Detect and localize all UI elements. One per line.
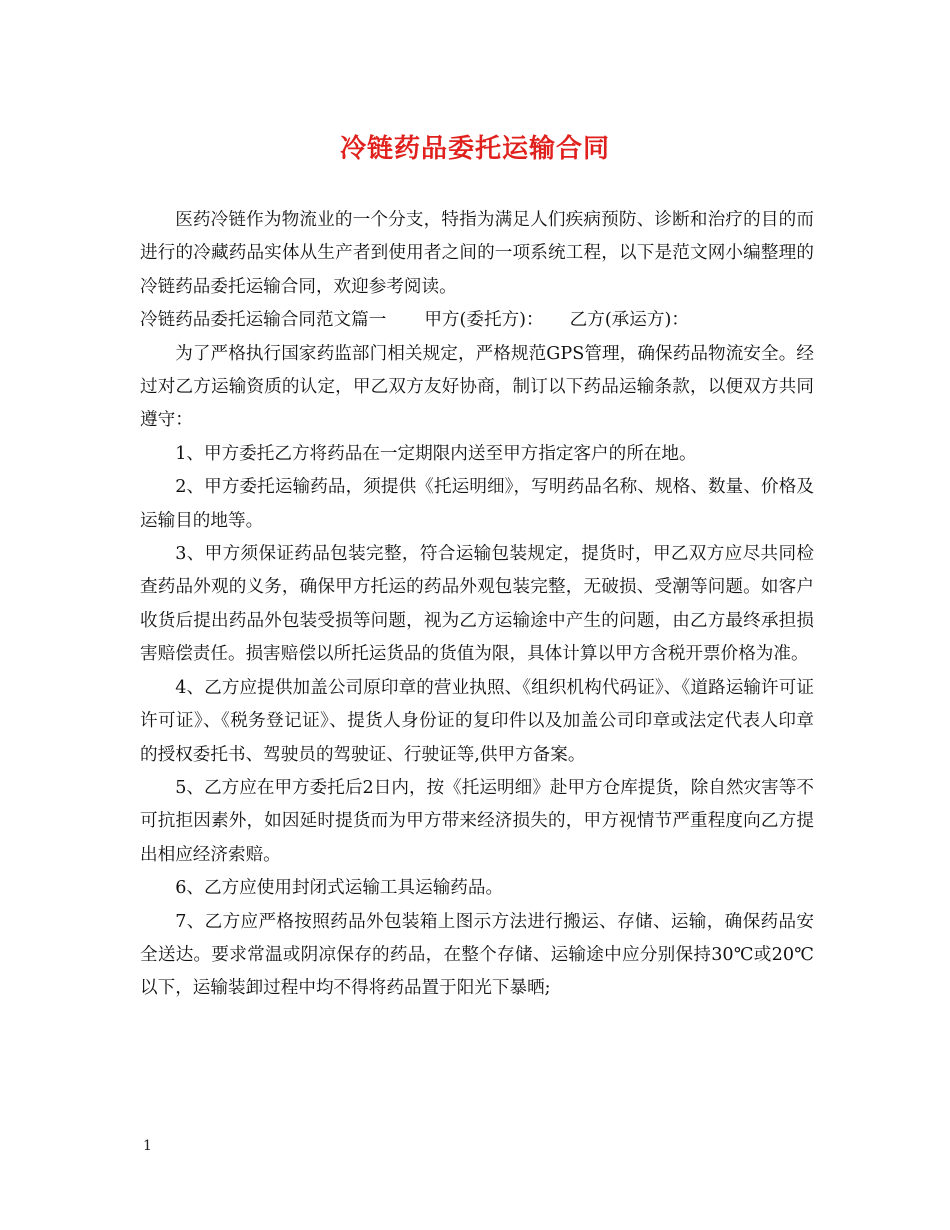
section-heading: 冷链药品委托运输合同范文篇一 bbox=[140, 310, 387, 331]
clause-6: 6、乙方应使用封闭式运输工具运输药品。 bbox=[175, 878, 504, 899]
clause-1: 1、甲方委托乙方将药品在一定期限内送至甲方指定客户的所在地。 bbox=[175, 443, 697, 464]
clause-5: 5、乙方应在甲方委托后2日内，按《托运明细》赴甲方仓库提货，除自然灾害等不可抗拒因素外，如因延时提货而为甲方带来经济损失的，甲方视情节严重程度向乙方提出相应经济索赔。 bbox=[140, 777, 814, 865]
party-b-label: 乙方(承运方)： bbox=[569, 310, 689, 331]
page-number: 1 bbox=[143, 1138, 152, 1154]
clause-2: 2、甲方委托运输药品，须提供《托运明细》，写明药品名称、规格、数量、价格及运输目的地等。 bbox=[140, 477, 814, 531]
clause-3: 3、甲方须保证药品包装完整，符合运输包装规定，提货时，甲乙双方应尽共同检查药品外观的义务，确保甲方托运的药品外观包装完整，无破损、受潮等问题。如客户收货后提出药品外包装受损等问题，视为乙方运输途中产生的问题，由乙方最终承担损害赔偿责任。损害赔偿以所托运货品的货值为限，具体计算以甲方含税开票价格为准。 bbox=[140, 544, 814, 665]
document-body bbox=[140, 204, 814, 1006]
clause-4: 4、乙方应提供加盖公司原印章的营业执照、《组织机构代码证》、《道路运输许可证许可证》、《税务登记证》、提货人身份证的复印件以及加盖公司印章或法定代表人印章的授权委托书、驾驶员的驾驶证、行驶证等,供甲方备案。 bbox=[140, 677, 814, 765]
preamble-paragraph: 为了严格执行国家药监部门相关规定，严格规范GPS管理，确保药品物流安全。经过对乙方运输资质的认定，甲乙双方友好协商，制订以下药品运输条款，以便双方共同遵守： bbox=[140, 343, 814, 431]
clause-7: 7、乙方应严格按照药品外包装箱上图示方法进行搬运、存储、运输，确保药品安全送达。要求常温或阴凉保存的药品，在整个存储、运输途中应分别保持30℃或20℃以下，运输装卸过程中均不得将药品置于阳光下暴晒; bbox=[140, 911, 814, 999]
intro-paragraph: 医药冷链作为物流业的一个分支，特指为满足人们疾病预防、诊断和治疗的目的而进行的冷藏药品实体从生产者到使用者之间的一项系统工程，以下是范文网小编整理的冷链药品委托运输合同，欢迎参考阅读。 bbox=[140, 210, 814, 297]
party-a-label: 甲方(委托方)： bbox=[424, 310, 544, 331]
document-title: 冷链药品委托运输合同 bbox=[339, 134, 610, 164]
contract-heading-line bbox=[140, 304, 814, 337]
